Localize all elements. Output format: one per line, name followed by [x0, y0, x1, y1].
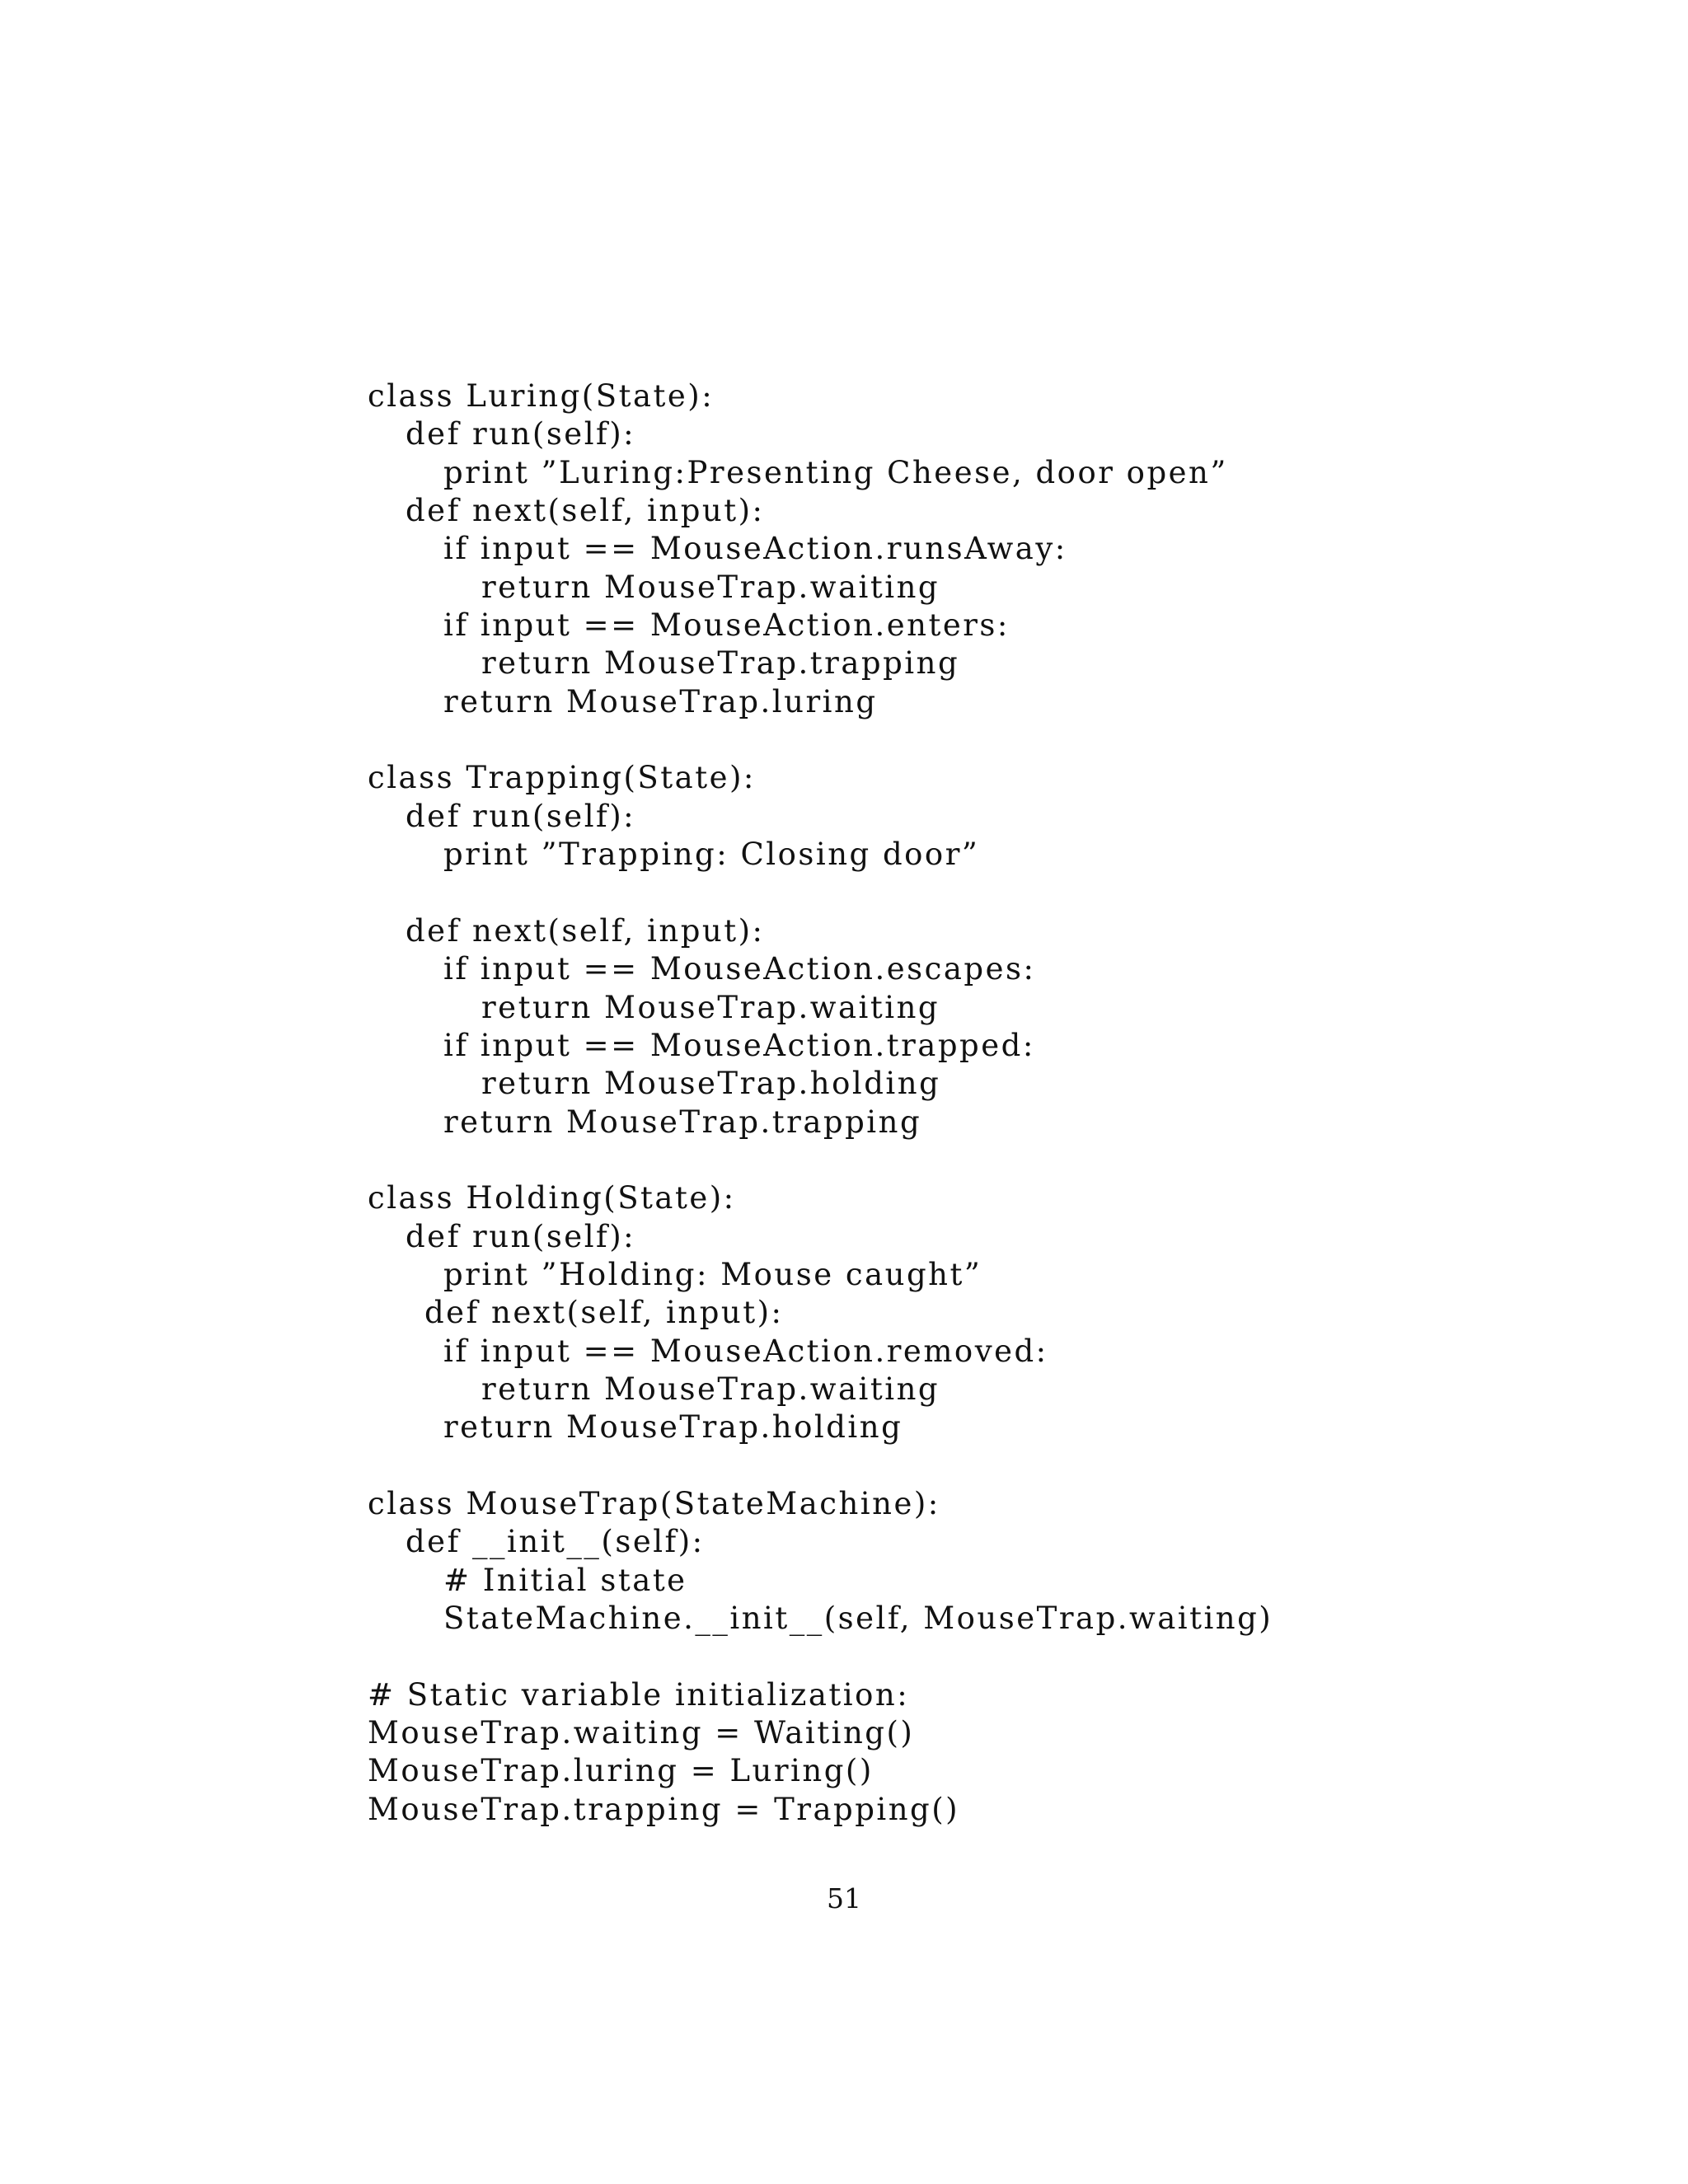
code-line: def __init__(self):: [406, 1524, 705, 1560]
code-line: def run(self):: [406, 1218, 636, 1254]
page-number: 51: [827, 1882, 861, 1915]
code-line: print ”Trapping: Closing door”: [443, 837, 980, 873]
code-line: return MouseTrap.holding: [443, 1409, 903, 1446]
code-line: if input == MouseAction.removed:: [443, 1333, 1048, 1369]
code-line: return MouseTrap.trapping: [443, 1104, 922, 1140]
code-listing: [368, 377, 1653, 1829]
code-line: [368, 1447, 1653, 1485]
code-line: print ”Holding: Mouse caught”: [443, 1256, 982, 1292]
code-line: [368, 874, 1653, 912]
code-line: [368, 1638, 1653, 1675]
code-line: if input == MouseAction.trapped:: [443, 1027, 1035, 1063]
code-line: StateMachine.__init__(self, MouseTrap.waiting): [443, 1601, 1273, 1636]
code-line: return MouseTrap.waiting: [481, 989, 940, 1025]
code-line: # Static variable initialization:: [368, 1676, 910, 1713]
code-line: if input == MouseAction.enters:: [443, 607, 1010, 644]
code-line: def next(self, input):: [406, 493, 765, 529]
code-line: # Initial state: [443, 1562, 687, 1598]
code-line: return MouseTrap.trapping: [481, 645, 960, 682]
code-line: return MouseTrap.luring: [443, 683, 878, 719]
code-line: print ”Luring:Presenting Cheese, door open”: [443, 454, 1228, 490]
code-line: MouseTrap.trapping = Trapping(): [368, 1791, 960, 1827]
code-line: class Trapping(State):: [368, 760, 756, 796]
code-line: return MouseTrap.waiting: [481, 569, 940, 605]
code-line: def run(self):: [406, 798, 636, 834]
code-line: class Luring(State):: [368, 378, 715, 414]
code-line: class MouseTrap(StateMachine):: [368, 1485, 940, 1521]
code-line: MouseTrap.waiting = Waiting(): [368, 1715, 915, 1751]
code-line: class Holding(State):: [368, 1180, 736, 1216]
code-line: return MouseTrap.holding: [481, 1066, 941, 1102]
code-line: return MouseTrap.waiting: [481, 1371, 940, 1407]
code-line: MouseTrap.luring = Luring(): [368, 1753, 874, 1789]
code-line: if input == MouseAction.escapes:: [443, 951, 1036, 987]
code-line: [368, 721, 1653, 759]
code-line: def run(self):: [406, 416, 636, 452]
code-line: if input == MouseAction.runsAway:: [443, 531, 1067, 567]
code-line: def next(self, input):: [424, 1295, 784, 1331]
code-line: def next(self, input):: [406, 912, 765, 949]
code-line: [368, 1141, 1653, 1179]
